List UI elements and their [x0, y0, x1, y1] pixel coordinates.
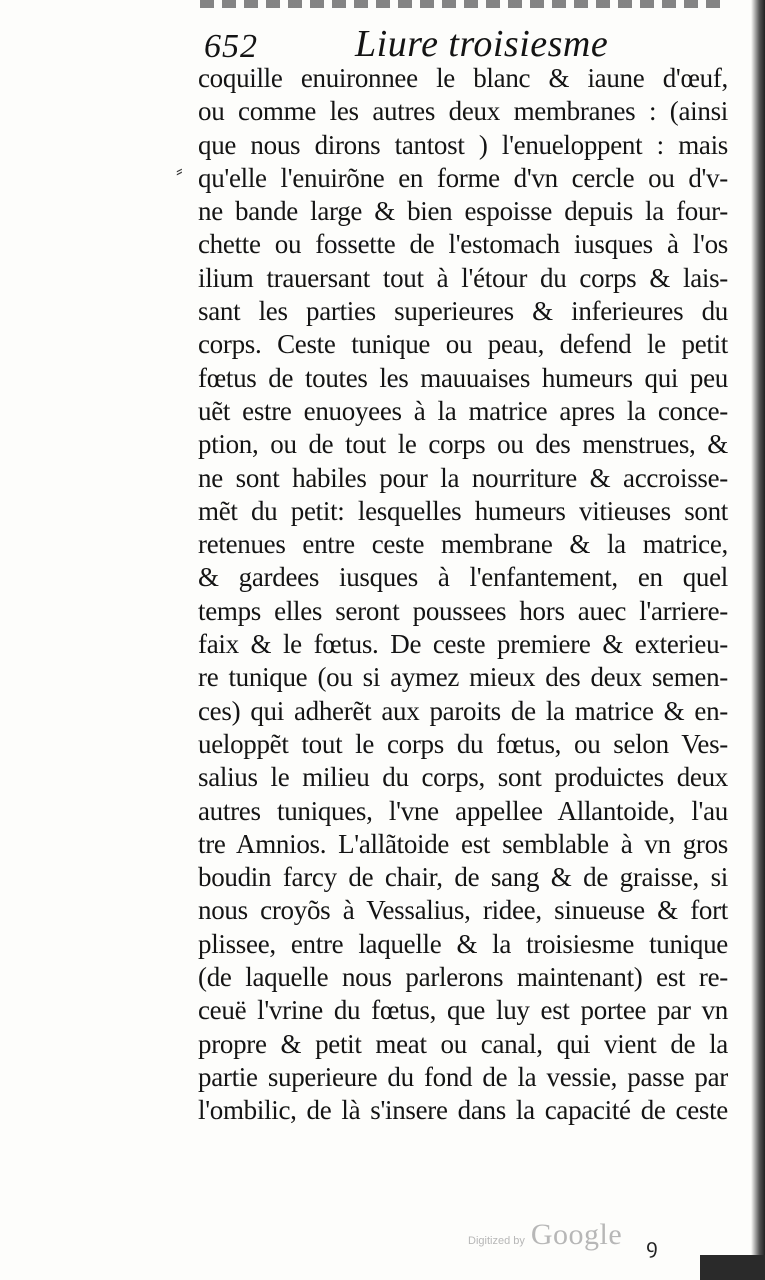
- text-line: coquille enuironnee le blanc & iaune d'œuf,: [198, 63, 728, 93]
- text-line: mẽt du petit: lesquelles humeurs vitieuses sont: [198, 495, 728, 526]
- text-line: sant les parties superieures & inferieures du: [198, 296, 728, 327]
- text-line: l'ombilic, de là s'insere dans la capacité de ceste: [198, 1095, 728, 1126]
- digitized-by-google-watermark: [468, 1218, 622, 1252]
- text-line: ueloppẽt tout le corps du fœtus, ou selon Ves-: [198, 728, 728, 759]
- body-text: [198, 62, 728, 1128]
- text-line: faix & le fœtus. De ceste premiere & exterieu-: [198, 629, 728, 660]
- text-line: (de laquelle nous parlerons maintenant) est re-: [198, 962, 728, 993]
- google-logo: Google: [530, 1218, 623, 1251]
- text-line: ilium trauersant tout à l'étour du corps & lais-: [198, 262, 728, 293]
- text-line: autres tuniques, l'vne appellee Allantoide, l'au: [198, 795, 728, 826]
- text-line: plissee, entre laquelle & la troisiesme tunique: [198, 928, 728, 959]
- text-line: re tunique (ou si aymez mieux des deux semen-: [198, 662, 728, 693]
- text-line: ou comme les autres deux membranes : (ainsi: [198, 96, 728, 127]
- margin-mark-icon: ⸗: [176, 160, 183, 182]
- text-line: salius le milieu du corps, sont produictes deux: [198, 762, 728, 793]
- text-line: fœtus de toutes les mauuaises humeurs qui peu: [198, 362, 728, 393]
- page-number: 652: [204, 28, 258, 65]
- text-line: boudin farcy de chair, de sang & de graisse, si: [198, 862, 728, 893]
- text-line: ceuë l'vrine du fœtus, que luy est portee par vn: [198, 995, 728, 1026]
- text-line: ne sont habiles pour la nourriture & accroisse-: [198, 462, 728, 493]
- text-line: chette ou fossette de l'estomach iusques à l'os: [198, 229, 728, 260]
- text-line: que nous dirons tantost ) l'enueloppent : mais: [198, 129, 728, 160]
- text-line: ces) qui adherẽt aux paroits de la matrice & en-: [198, 695, 728, 726]
- running-head: Liure troisiesme: [355, 23, 609, 65]
- text-line: qu'elle l'enuirõne en forme d'vn cercle ou d'v-: [198, 162, 728, 193]
- page-right-edge: [751, 0, 765, 1280]
- text-line: corps. Ceste tunique ou peau, defend le petit: [198, 329, 728, 360]
- text-line: tre Amnios. L'allãtoide est semblable à vn gros: [198, 828, 728, 859]
- signature-mark-icon: ꝯ: [646, 1236, 658, 1258]
- text-line: retenues entre ceste membrane & la matrice,: [198, 529, 728, 560]
- watermark-prefix: Digitized by: [468, 1235, 525, 1247]
- text-line: partie superieure du fond de la vessie, passe par: [198, 1061, 728, 1092]
- page-bottom-edge: [700, 1255, 765, 1280]
- text-line: uẽt estre enuoyees à la matrice apres la conce-: [198, 395, 728, 426]
- page-top-edge: [200, 0, 720, 8]
- text-line: ne bande large & bien espoisse depuis la four-: [198, 196, 728, 227]
- text-line: temps elles seront poussees hors auec l'arriere-: [198, 595, 728, 626]
- text-line: & gardees iusques à l'enfantement, en quel: [198, 562, 728, 593]
- text-line: ption, ou de tout le corps ou des menstrues, &: [198, 429, 728, 460]
- text-line: nous croyõs à Vessalius, ridee, sinueuse & fort: [198, 895, 728, 926]
- text-line: propre & petit meat ou canal, qui vient de la: [198, 1028, 728, 1059]
